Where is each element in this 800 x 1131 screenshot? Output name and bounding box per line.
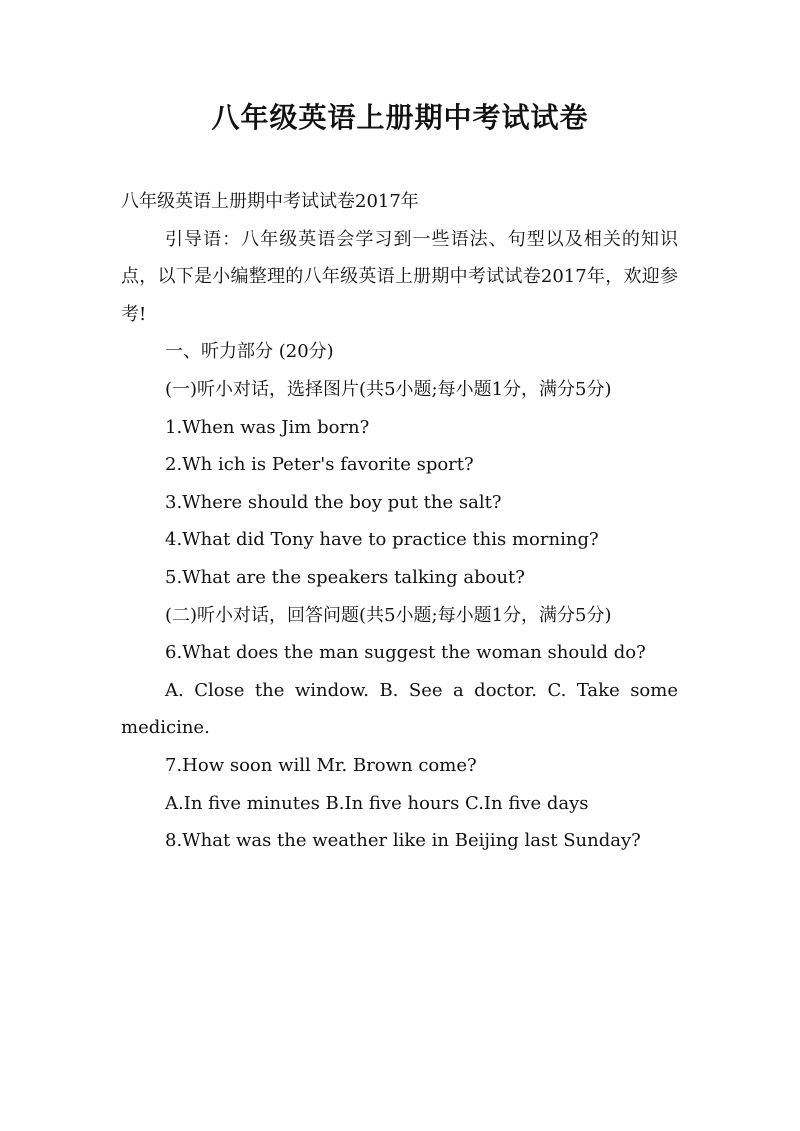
document-body	[121, 183, 678, 860]
document-subtitle: 八年级英语上册期中考试试卷2017年	[121, 191, 419, 212]
section-one-heading: 一、听力部分 (20分)	[165, 341, 334, 363]
question-7: 7.How soon will Mr. Brown come?	[165, 754, 477, 776]
question-2: 2.Wh ich is Peter's favorite sport?	[165, 454, 474, 476]
part-one-heading: (一)听小对话，选择图片(共5小题;每小题1分，满分5分)	[165, 378, 612, 400]
question-4: 4.What did Tony have to practice this morning?	[165, 529, 599, 551]
part-two-heading: (二)听小对话，回答问题(共5小题;每小题1分，满分5分)	[165, 604, 612, 626]
question-1: 1.When was Jim born?	[165, 416, 370, 438]
question-6: 6.What does the man suggest the woman should do?	[165, 642, 646, 664]
question-5: 5.What are the speakers talking about?	[165, 566, 525, 588]
question-3: 3.Where should the boy put the salt?	[165, 491, 502, 513]
question-8: 8.What was the weather like in Beijing last Sunday?	[165, 830, 641, 852]
intro-paragraph: 引导语：八年级英语会学习到一些语法、句型以及相关的知识点，以下是小编整理的八年级英语上册期中考试试卷2017年，欢迎参考!	[121, 228, 678, 325]
question-7-options: A.In five minutes B.In five hours C.In five days	[165, 792, 589, 814]
document-title: 八年级英语上册期中考试试卷	[211, 101, 589, 134]
question-6-options: A. Close the window. B. See a doctor. C. Take some medicine.	[121, 679, 678, 739]
